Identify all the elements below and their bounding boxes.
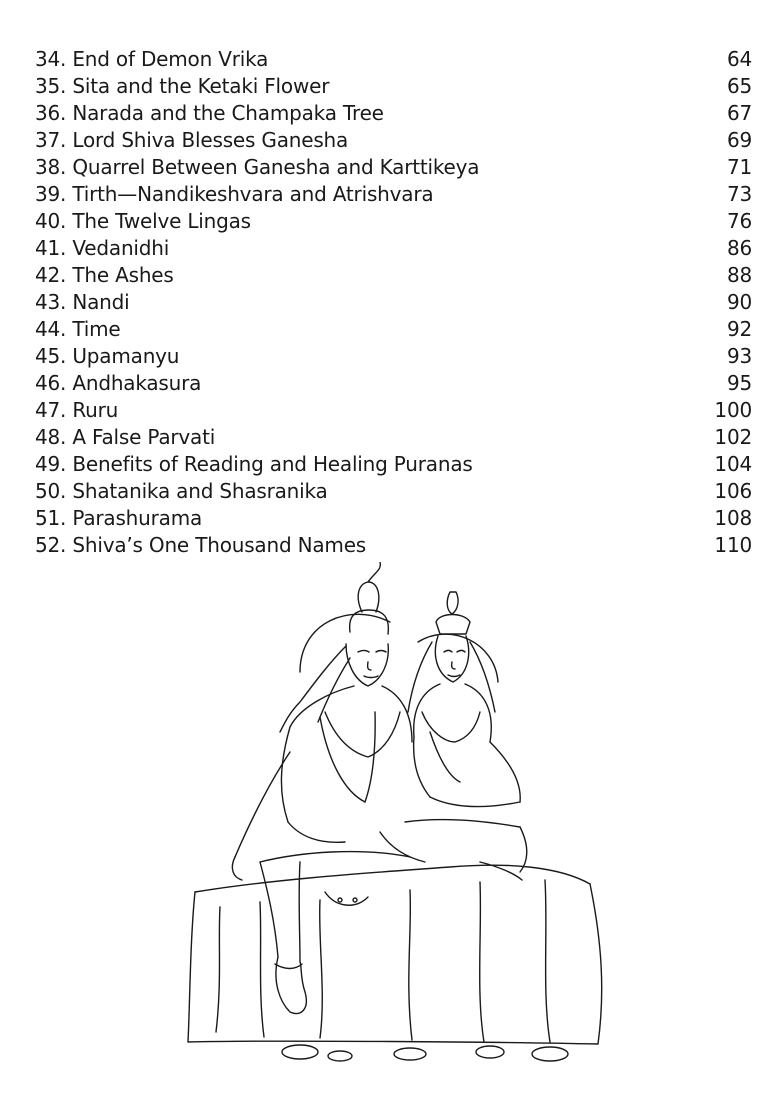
toc-entry-title: 51. Parashurama <box>35 506 203 530</box>
toc-entry-page: 90 <box>726 290 752 314</box>
toc-entry-title: 45. Upamanyu <box>35 344 180 368</box>
toc-entry[interactable] <box>35 424 752 451</box>
toc-entry-page: 73 <box>726 182 752 206</box>
toc-entry-page: 95 <box>726 371 752 395</box>
toc-entry-page: 76 <box>726 209 752 233</box>
toc-entry-title: 36. Narada and the Champaka Tree <box>35 101 384 125</box>
toc-entry-page: 102 <box>714 425 752 449</box>
toc-entry[interactable] <box>35 100 752 127</box>
toc-entry-title: 46. Andhakasura <box>35 371 202 395</box>
toc-entry[interactable] <box>35 289 752 316</box>
toc-entry-page: 65 <box>726 74 752 98</box>
toc-entry-page: 106 <box>714 479 752 503</box>
toc-entry-page: 93 <box>726 344 752 368</box>
toc-entry-title: 47. Ruru <box>35 398 119 422</box>
toc-entry[interactable] <box>35 235 752 262</box>
toc-entry-title: 40. The Twelve Lingas <box>35 209 251 233</box>
toc-entry-title: 41. Vedanidhi <box>35 236 170 260</box>
toc-entry[interactable] <box>35 73 752 100</box>
toc-entry-title: 49. Benefits of Reading and Healing Puranas <box>35 452 473 476</box>
toc-entry-title: 42. The Ashes <box>35 263 174 287</box>
toc-entry[interactable] <box>35 181 752 208</box>
toc-entry[interactable] <box>35 127 752 154</box>
toc-entry[interactable] <box>35 505 752 532</box>
toc-entry[interactable] <box>35 397 752 424</box>
toc-entry-page: 108 <box>714 506 752 530</box>
toc-entry[interactable] <box>35 208 752 235</box>
toc-entry-title: 50. Shatanika and Shasranika <box>35 479 328 503</box>
toc-entry-page: 86 <box>726 236 752 260</box>
toc-entry[interactable] <box>35 451 752 478</box>
toc-entry[interactable] <box>35 154 752 181</box>
toc-entry-title: 48. A False Parvati <box>35 425 216 449</box>
toc-entry-page: 71 <box>726 155 752 179</box>
toc-entry-page: 69 <box>726 128 752 152</box>
table-of-contents <box>35 46 752 559</box>
toc-entry-title: 37. Lord Shiva Blesses Ganesha <box>35 128 349 152</box>
toc-entry-title: 38. Quarrel Between Ganesha and Karttikeya <box>35 155 480 179</box>
toc-entry[interactable] <box>35 478 752 505</box>
toc-entry-page: 100 <box>714 398 752 422</box>
toc-entry-page: 64 <box>726 47 752 71</box>
toc-entry[interactable] <box>35 370 752 397</box>
toc-entry[interactable] <box>35 532 752 559</box>
toc-entry-page: 104 <box>714 452 752 476</box>
toc-entry-title: 39. Tirth—Nandikeshvara and Atrishvara <box>35 182 434 206</box>
toc-entry-page: 88 <box>726 263 752 287</box>
toc-entry-title: 43. Nandi <box>35 290 130 314</box>
toc-entry-title: 35. Sita and the Ketaki Flower <box>35 74 330 98</box>
shiva-parvati-illustration <box>150 562 630 1082</box>
toc-entry-title: 44. Time <box>35 317 121 341</box>
shiva-parvati-line-drawing-icon <box>150 562 630 1082</box>
toc-entry[interactable] <box>35 316 752 343</box>
toc-entry-title: 52. Shiva’s One Thousand Names <box>35 533 367 557</box>
toc-entry-title: 34. End of Demon Vrika <box>35 47 269 71</box>
toc-entry-page: 110 <box>714 533 752 557</box>
toc-entry-page: 67 <box>726 101 752 125</box>
toc-entry[interactable] <box>35 46 752 73</box>
toc-entry[interactable] <box>35 262 752 289</box>
toc-entry[interactable] <box>35 343 752 370</box>
toc-entry-page: 92 <box>726 317 752 341</box>
